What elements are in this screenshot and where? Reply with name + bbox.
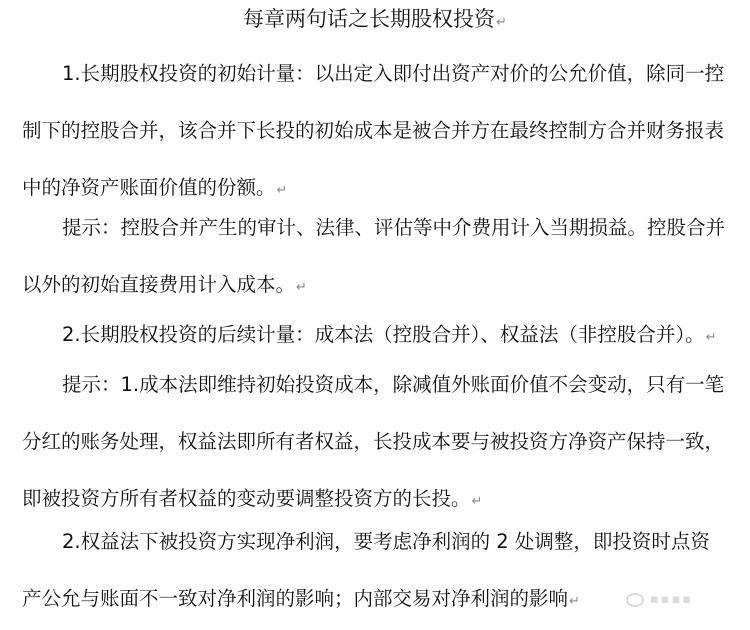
document-title-text: 每章两句话之长期股权投资 [243, 7, 496, 31]
paragraph-mark-icon: ↵ [569, 594, 580, 609]
paragraph-text: 提示：控股合并产生的审计、法律、评估等中介费用计入当期损益。控股合并以外的初始直接费用计入成本。 [22, 216, 726, 296]
paragraph-mark-icon: ↵ [496, 15, 507, 30]
watermark-blur: ▪▪▪▪ [650, 592, 694, 607]
paragraph-initial-measurement [22, 45, 726, 219]
document-title [0, 4, 750, 38]
paragraph-text: 提示：1.成本法即维持初始投资成本，除减值外账面价值不会变动，只有一笔分红的账务处理，权益法即所有者权益，长投成本要与被投资方净资产保持一致，即被投资方所有者权益的变动要调整投资方的长投。 [22, 373, 725, 510]
paragraph-text: 1.长期股权投资的初始计量：以出定入即付出资产对价的公允价值，除同一控制下的控股合并，该合并下长投的初始成本是被合并方在最终控制方合并财务报表中的净资产账面价值的份额。 [22, 62, 725, 199]
paragraph-mark-icon: ↵ [296, 280, 307, 295]
paragraph-text: 2.长期股权投资的后续计量：成本法（控股合并）、权益法（非控股合并）。 [62, 323, 705, 346]
paragraph-mark-icon: ↵ [276, 183, 288, 198]
paragraph-mark-icon: ↵ [705, 330, 717, 345]
paragraph-tip-methods [22, 356, 726, 530]
paragraph-text: 2.权益法下被投资方实现净利润，要考虑净利润的 2 处调整，即投资时点资产公允与账面不一致对净利润的影响；内部交易对净利润的影响 [22, 530, 710, 610]
paragraph-equity-method-adjustments [22, 513, 726, 630]
paragraph-mark-icon: ↵ [471, 494, 483, 509]
paragraph-tip-fees [22, 199, 726, 316]
weibo-icon [626, 593, 644, 607]
watermark [626, 592, 693, 607]
